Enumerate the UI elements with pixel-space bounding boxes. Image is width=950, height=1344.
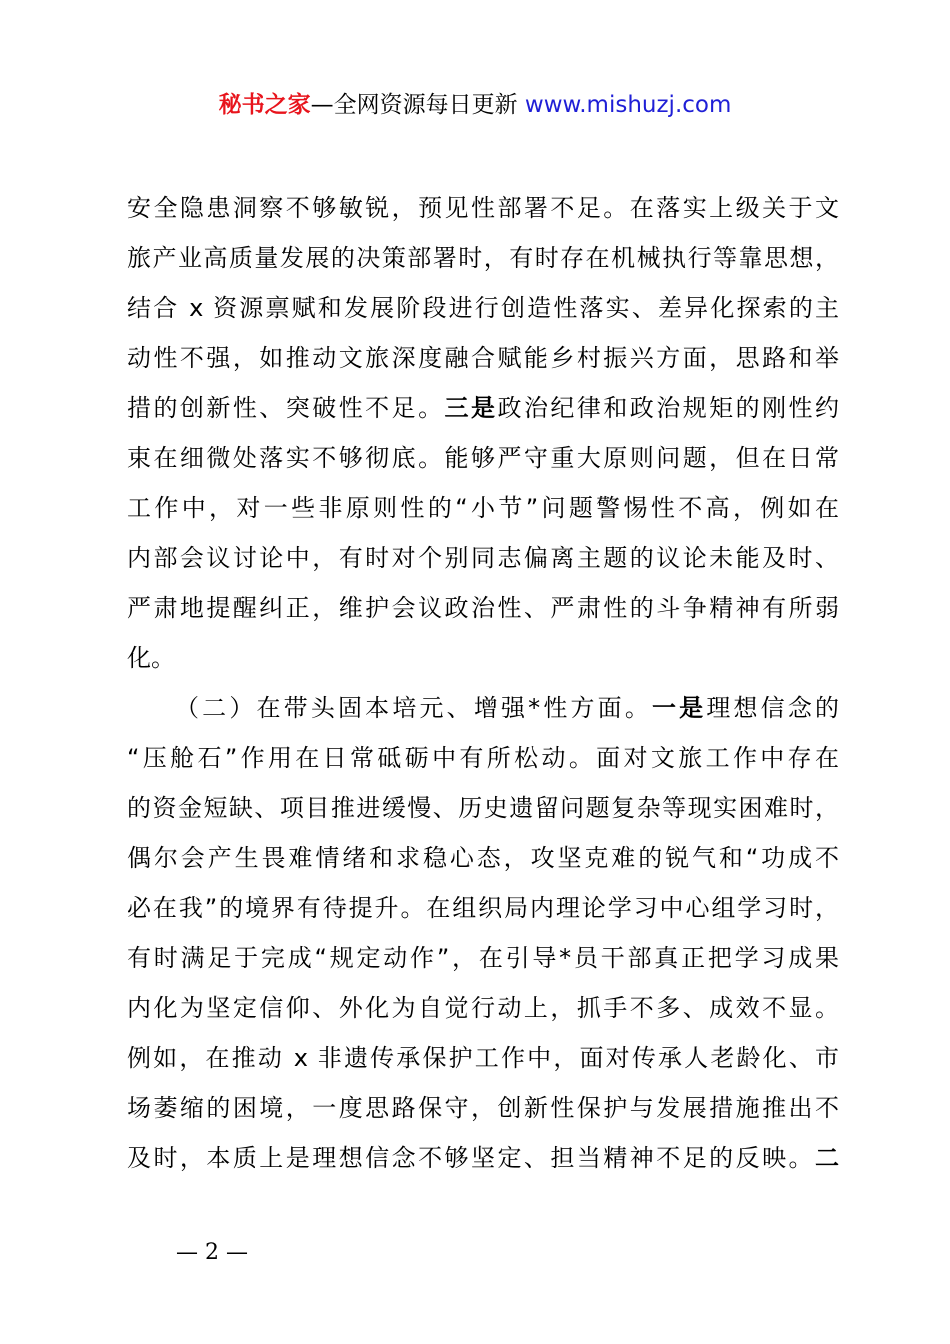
text-line xyxy=(127,1133,839,1183)
text-line: 安全隐患洞察不够敏锐，预见性部署不足。在落实上级关于文 xyxy=(127,194,839,222)
text-line: 工作中，对一些非原则性的“小节”问题警惕性不高，例如在 xyxy=(127,494,839,522)
text-line: 束在细微处落实不够彻底。能够严守重大原则问题，但在日常 xyxy=(127,444,839,472)
site-brand: 秘书之家 xyxy=(218,92,311,118)
emphasis-run: 一是 xyxy=(652,694,707,722)
text-line xyxy=(127,683,839,733)
text-run: 及时，本质上是理想信念不够坚定、担当精神不足的反映。 xyxy=(127,1144,815,1172)
text-line: 场萎缩的困境，一度思路保守，创新性保护与发展措施推出不 xyxy=(127,1094,839,1122)
text-line: 偶尔会产生畏难情绪和求稳心态，攻坚克难的锐气和“功成不 xyxy=(127,844,839,872)
text-run: 理想信念的 xyxy=(706,694,840,722)
text-line xyxy=(127,383,839,433)
paragraph-1 xyxy=(127,183,839,683)
text-line: 有时满足于完成“规定动作”，在引导*员干部真正把学习成果 xyxy=(127,944,839,972)
text-line: 内化为坚定信仰、外化为自觉行动上，抓手不多、成效不显。 xyxy=(127,994,839,1022)
text-run: 政治纪律和政治规矩的刚性约 xyxy=(497,394,840,422)
emphasis-run: 二 xyxy=(815,1144,839,1172)
text-line: 严肃地提醒纠正，维护会议政治性、严肃性的斗争精神有所弱 xyxy=(127,594,839,622)
text-line: 的资金短缺、项目推进缓慢、历史遗留问题复杂等现实困难时， xyxy=(127,794,839,822)
text-line: 例如，在推动 x 非遗传承保护工作中，面对传承人老龄化、市 xyxy=(127,1044,839,1072)
site-url-link[interactable]: www.mishuzj.com xyxy=(524,92,732,118)
text-run: （二）在带头固本培元、增强*性方面。 xyxy=(175,694,652,722)
emphasis-run: 三是 xyxy=(444,394,498,422)
site-header xyxy=(0,88,950,122)
text-line: 结合 x 资源禀赋和发展阶段进行创造性落实、差异化探索的主 xyxy=(127,294,839,322)
text-run: 措的创新性、突破性不足。 xyxy=(127,394,445,422)
text-line: 旅产业高质量发展的决策部署时，有时存在机械执行等靠思想， xyxy=(127,244,839,272)
paragraph-2 xyxy=(127,683,839,1183)
text-line: “压舱石”作用在日常砥砺中有所松动。面对文旅工作中存在 xyxy=(127,744,839,772)
document-body xyxy=(127,183,839,1183)
text-line: 必在我”的境界有待提升。在组织局内理论学习中心组学习时， xyxy=(127,894,839,922)
text-line: 化。 xyxy=(127,644,175,672)
text-line: 动性不强，如推动文旅深度融合赋能乡村振兴方面，思路和举 xyxy=(127,344,839,372)
text-line: 内部会议讨论中，有时对个别同志偏离主题的议论未能及时、 xyxy=(127,544,839,572)
site-tagline: —全网资源每日更新 xyxy=(310,92,525,118)
page-number: — 2 — xyxy=(176,1240,248,1265)
